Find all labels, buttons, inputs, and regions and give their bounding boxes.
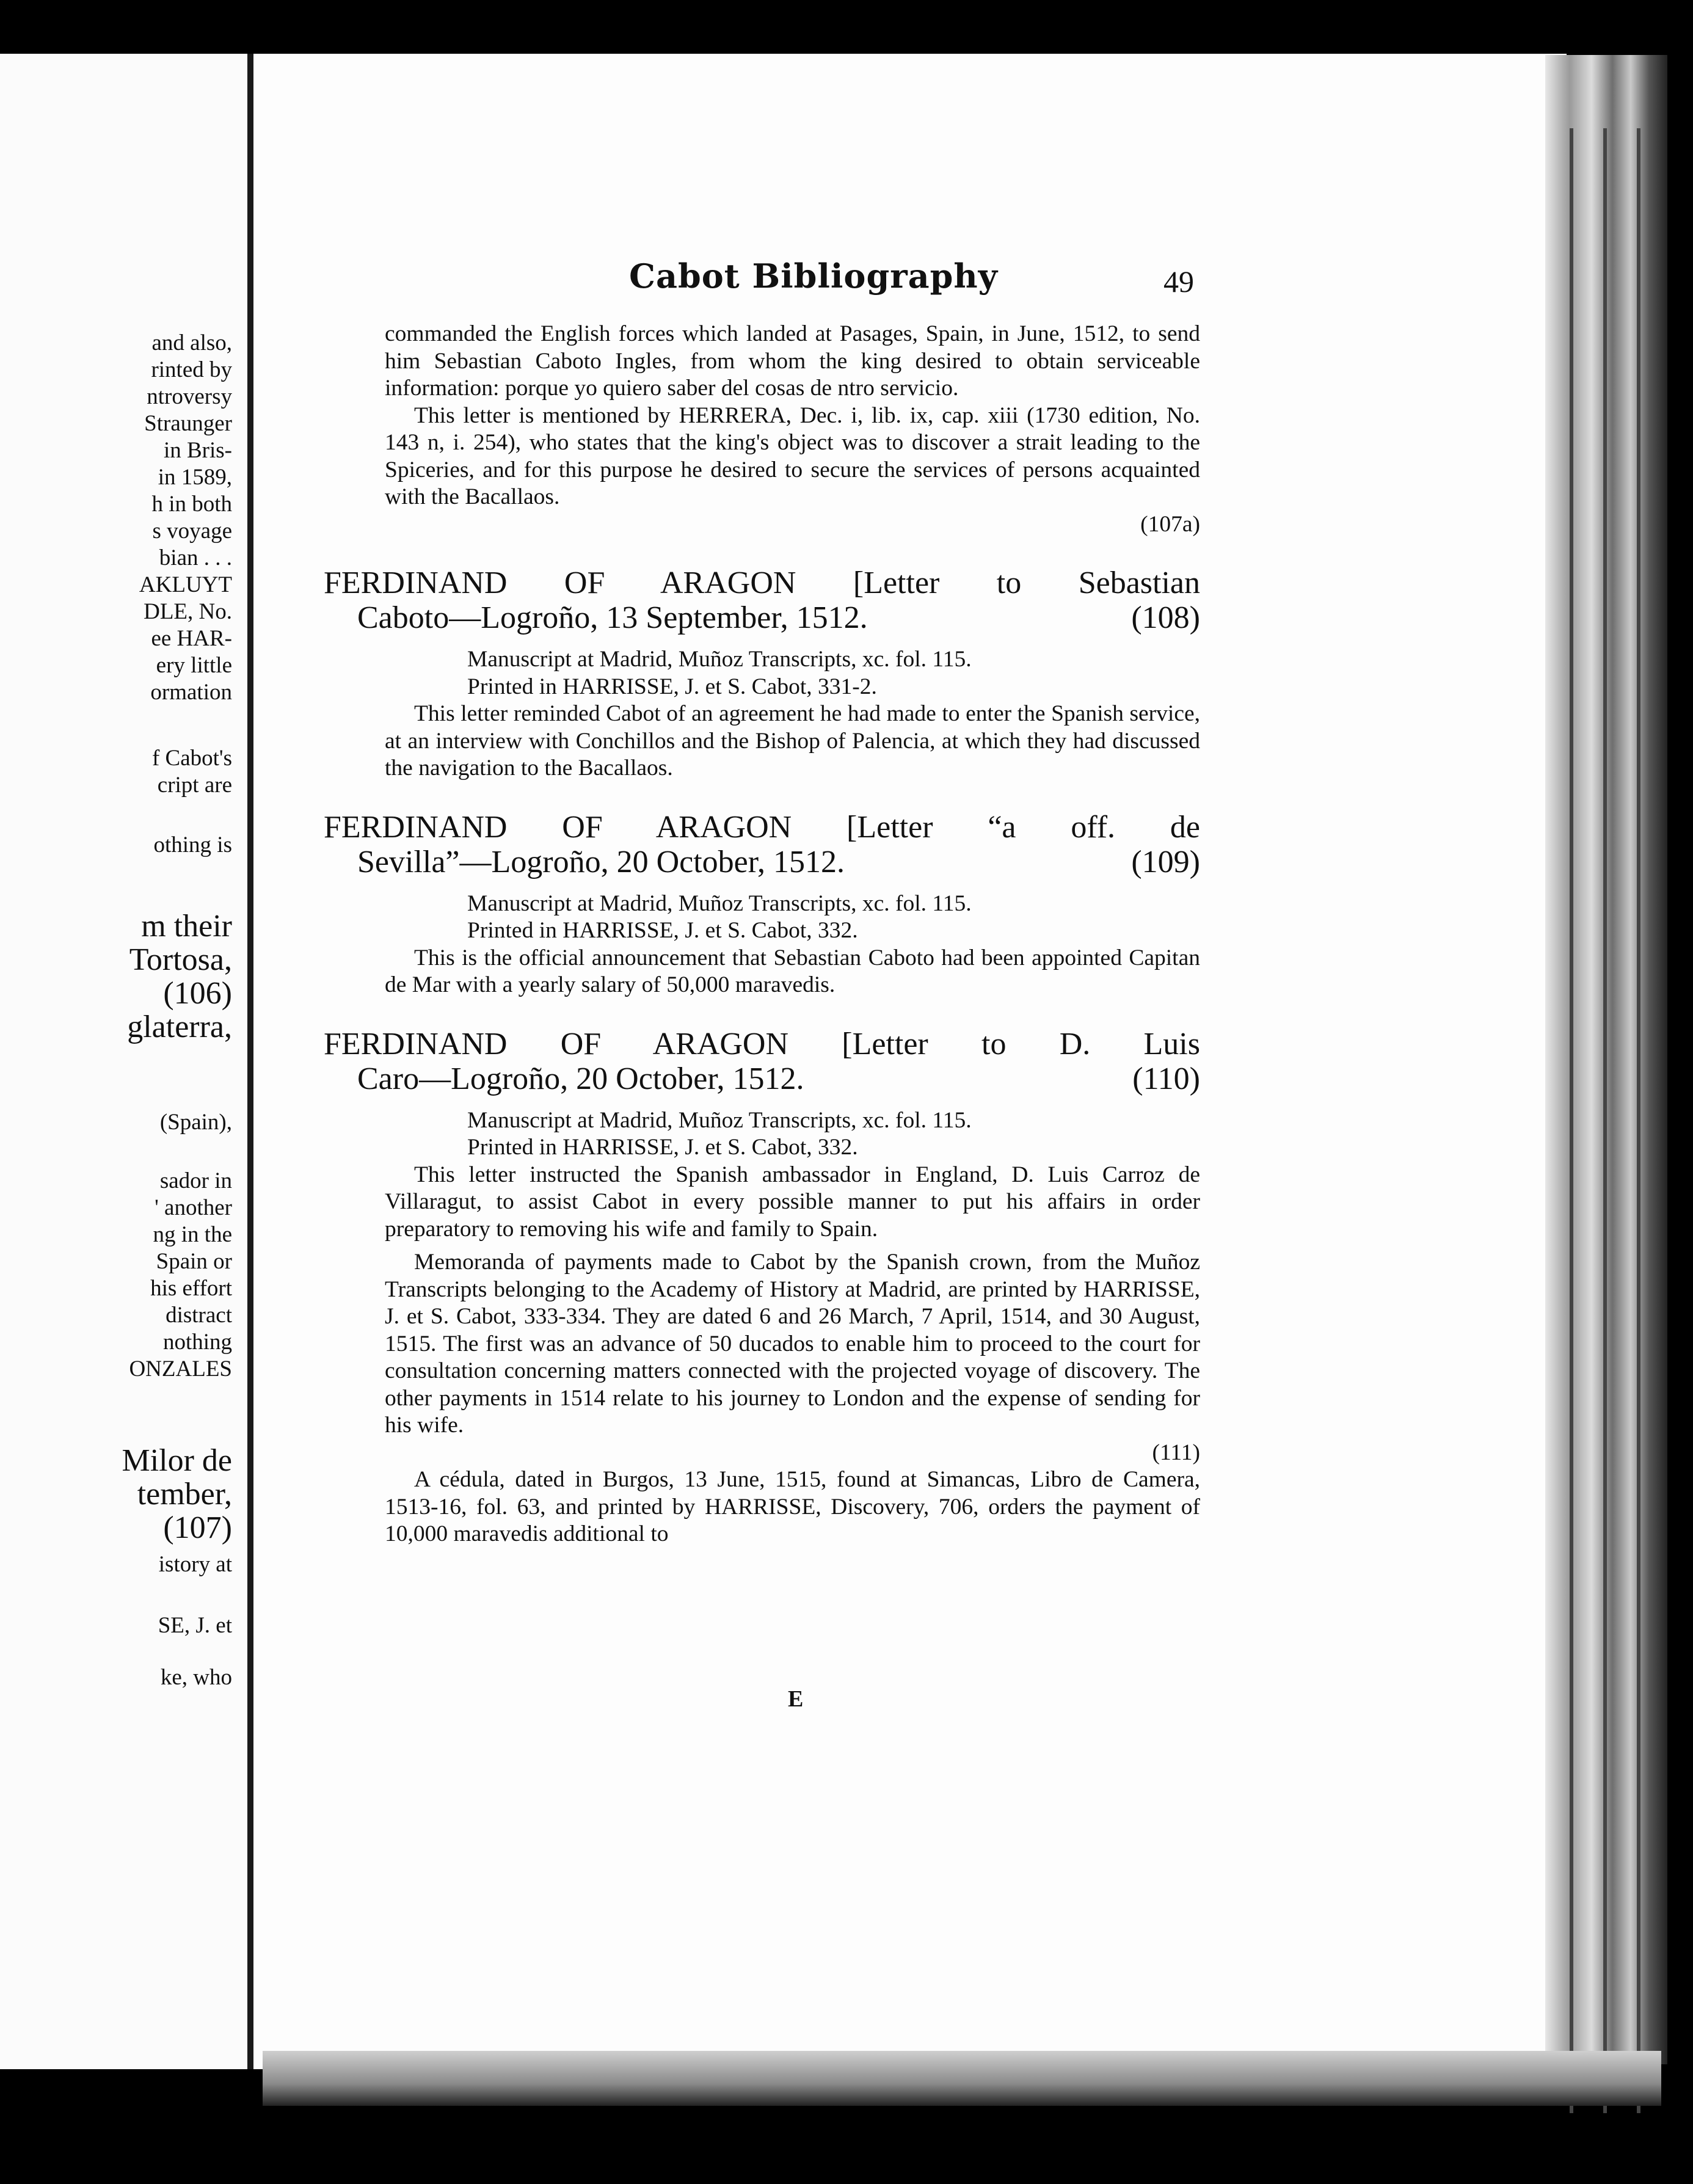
heading-line: FERDINAND OF ARAGON [Letter to D. Luis [324, 1026, 1200, 1061]
left-page-text-fragment: in Bris- [163, 438, 232, 463]
left-page-text-fragment: glaterra, [127, 1010, 232, 1044]
entry-heading-109 [324, 810, 1200, 879]
left-page-text-fragment: tember, [137, 1477, 232, 1512]
manuscript-line: Manuscript at Madrid, Muñoz Transcripts, xc. fol. 115. [467, 1107, 972, 1133]
left-page-text-fragment: AKLUYT [139, 572, 232, 597]
bottom-page-edge [263, 2051, 1661, 2106]
left-page-text-fragment: ' another [155, 1195, 232, 1220]
left-page-text-fragment: Spain or [156, 1249, 232, 1274]
entry-number: (107a) [1140, 511, 1200, 537]
page-edge [1545, 55, 1667, 2064]
entry-number: (109) [1131, 844, 1200, 879]
entry-heading-110 [324, 1027, 1200, 1096]
left-page-text-fragment: cript are [157, 773, 232, 798]
entry-number: (110) [1132, 1061, 1200, 1096]
herrera-text: This letter is mentioned by HERRERA, Dec. i, lib. ix, cap. xiii (1730 edition, No. 143 n, i. 254), who states that the king's object was to discover a strait leading to the Spiceries, and for this purpose he desired to secure the services of persons acquainted with the Bacallaos. [385, 402, 1200, 509]
left-page-text-fragment: m their [141, 909, 232, 944]
left-page-text-fragment: ery little [156, 653, 232, 678]
entry-body: This letter instructed the Spanish ambassador in England, D. Luis Carroz de Villaragut, to assist Cabot in every possible manner to put his affairs in order preparatory to removing his wife and family to Spain. [385, 1162, 1200, 1242]
memoranda-text: Memoranda of payments made to Cabot by the Spanish crown, from the Muñoz Transcripts belonging to the Academy of History at Madrid, are printed by HARRISSE, J. et S. Cabot, 333-334. They are dated 6 and 26 March, 7 April, 1514, and 30 August, 1515. The first was an advance of 50 ducados to enable him to proceed to the court for consultation concerning matters connected with the projected voyage of discovery. The other payments in 1514 relate to his journey to London and the expense of sending for his wife. [385, 1250, 1200, 1438]
left-page-text-fragment: and also, [151, 330, 232, 355]
left-page-text-fragment: distract [166, 1303, 232, 1328]
left-page-text-fragment: (106) [163, 976, 232, 1011]
signature-mark: E [788, 1686, 804, 1712]
left-page-text-fragment: Tortosa, [129, 942, 232, 977]
herrera-paragraph [385, 402, 1200, 539]
left-page-text-fragment: rinted by [151, 357, 232, 382]
left-page-text-fragment: nothing [162, 1330, 232, 1355]
left-page-text-fragment: Straunger [144, 411, 232, 436]
heading-line: Sevilla”—Logroño, 20 October, 1512. [357, 844, 845, 879]
left-page-text-fragment: h in both [151, 492, 232, 517]
edge-line [1570, 128, 1573, 2113]
left-page-text-fragment: ntroversy [147, 384, 232, 409]
left-page-text-fragment: SE, J. et [158, 1613, 232, 1638]
left-page-text-fragment: f Cabot's [151, 746, 232, 771]
left-page-text-fragment: (Spain), [159, 1110, 232, 1135]
running-header: Cabot Bibliography [629, 257, 999, 296]
left-page-text-fragment: Milor de [122, 1443, 232, 1478]
left-page-text-fragment: s voyage [152, 519, 232, 544]
entry-number: (108) [1131, 600, 1200, 635]
left-page-text-fragment: in 1589, [158, 465, 232, 490]
entry-number: (111) [1152, 1440, 1200, 1465]
left-page-text-fragment: DLE, No. [144, 599, 232, 624]
left-page-text-fragment: his effort [150, 1276, 232, 1301]
left-page-text-fragment: sador in [159, 1168, 232, 1193]
cedula-paragraph: A cédula, dated in Burgos, 13 June, 1515, found at Simancas, Libro de Camera, 1513-16, fol. 63, and printed by HARRISSE, Discovery, 706, orders the payment of 10,000 maravedis additional to [385, 1467, 1200, 1546]
entry-heading-108 [324, 566, 1200, 635]
printed-line: Printed in HARRISSE, J. et S. Cabot, 332. [467, 918, 858, 943]
left-page-text-fragment: ee HAR- [151, 626, 232, 651]
printed-line: Printed in HARRISSE, J. et S. Cabot, 331-2. [467, 674, 877, 699]
left-page-text-fragment: ONZALES [129, 1356, 232, 1381]
entry-source [385, 646, 1200, 701]
left-page-text-fragment: ormation [150, 680, 232, 705]
left-page-text-fragment: ng in the [153, 1222, 232, 1247]
main-text [324, 321, 1200, 1548]
entry-body: This letter reminded Cabot of an agreement he had made to enter the Spanish service, at an interview with Conchillos and the Bishop of Palencia, at which they had discussed the navigation to the Bacallaos. [385, 701, 1200, 781]
heading-line: FERDINAND OF ARAGON [Letter to Sebastian [324, 566, 1200, 600]
manuscript-line: Manuscript at Madrid, Muñoz Transcripts, xc. fol. 115. [467, 647, 972, 672]
edge-line [1603, 128, 1607, 2113]
printed-line: Printed in HARRISSE, J. et S. Cabot, 332. [467, 1135, 858, 1160]
left-page [0, 54, 250, 2069]
left-page-text-fragment: bian . . . [159, 545, 232, 570]
heading-line: Caboto—Logroño, 13 September, 1512. [357, 600, 868, 635]
heading-line: Caro—Logroño, 20 October, 1512. [357, 1061, 804, 1096]
left-page-text-fragment: (107) [163, 1510, 232, 1545]
heading-line: FERDINAND OF ARAGON [Letter “a off. de [324, 809, 1200, 845]
left-page-text-fragment: othing is [153, 832, 232, 857]
memoranda-paragraph [385, 1249, 1200, 1466]
page-number: 49 [1163, 264, 1194, 299]
entry-source [385, 1107, 1200, 1162]
edge-line [1637, 128, 1640, 2113]
book-gutter [247, 54, 253, 2069]
entry-body: This is the official announcement that Sebastian Caboto had been appointed Capitan de Mar with a yearly salary of 50,000 maravedis. [385, 945, 1200, 997]
left-page-text-fragment: istory at [158, 1552, 232, 1577]
intro-paragraph: commanded the English forces which landed at Pasages, Spain, in June, 1512, to send him Sebastian Caboto Ingles, from whom the king desired to obtain serviceable information: porque yo quiero saber del cosas de ntro servicio. [385, 321, 1200, 401]
entry-source [385, 890, 1200, 945]
left-page-text-fragment: ke, who [160, 1665, 232, 1690]
manuscript-line: Manuscript at Madrid, Muñoz Transcripts, xc. fol. 115. [467, 890, 972, 916]
